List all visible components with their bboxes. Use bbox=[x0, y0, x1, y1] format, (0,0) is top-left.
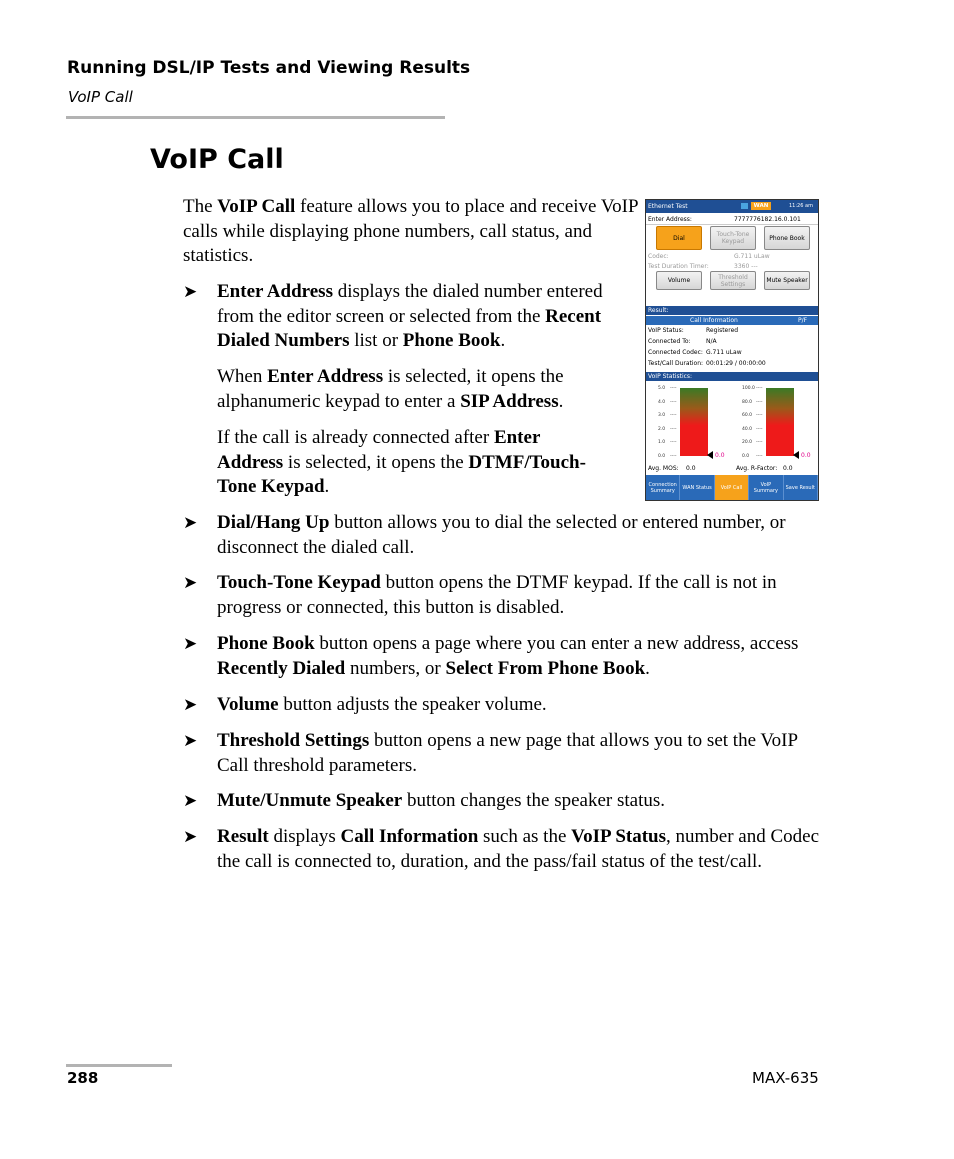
avg-rfactor-label: Avg. R-Factor: bbox=[736, 465, 778, 472]
device-screenshot bbox=[645, 199, 819, 501]
gauge-tick-label: 0.0 bbox=[742, 453, 750, 459]
nav-tab[interactable]: WAN Status bbox=[680, 475, 714, 500]
volume-button[interactable]: Volume bbox=[656, 271, 702, 290]
result-bar bbox=[646, 306, 818, 315]
bullet-arrow-icon: ➤ bbox=[183, 695, 198, 714]
nav-tab[interactable]: Save Result bbox=[784, 475, 818, 500]
bullet-arrow-icon: ➤ bbox=[183, 513, 198, 532]
device-title-bar bbox=[646, 200, 818, 213]
bullet-arrow-icon: ➤ bbox=[183, 827, 198, 846]
gauge-tick-mark: ---- bbox=[756, 399, 763, 405]
device-bottom-nav bbox=[646, 475, 818, 500]
dial-button[interactable]: Dial bbox=[656, 226, 702, 250]
phone-book-button[interactable]: Phone Book bbox=[764, 226, 810, 250]
running-header-title: Running DSL/IP Tests and Viewing Results bbox=[67, 58, 471, 78]
pf-header: P/F bbox=[798, 317, 808, 324]
nav-tab[interactable]: VoIP Call bbox=[715, 475, 749, 500]
gauge-tick-mark: ---- bbox=[756, 426, 763, 432]
gauge-tick-mark: ---- bbox=[670, 440, 677, 445]
bullet-arrow-icon: ➤ bbox=[183, 282, 198, 301]
gauge-tick-label: 0.0 bbox=[658, 453, 666, 459]
bullet-phone-book: ➤ Phone Book button opens a page where you can enter a new address, access Recently Dialed numbers, or Select From Phone Book. bbox=[183, 633, 799, 679]
rfactor-gauge bbox=[766, 388, 794, 456]
avg-mos-label: Avg. MOS: bbox=[648, 465, 679, 472]
call-info-row-label: Connected To: bbox=[648, 338, 691, 345]
gauge-tick-label: 20.0 bbox=[742, 440, 753, 445]
voip-statistics-label: VoIP Statistics: bbox=[648, 373, 693, 380]
gauge-tick-label: 60.0 bbox=[742, 413, 753, 418]
gauge-tick-mark: ---- bbox=[670, 453, 677, 459]
gauge-tick-label: 80.0 bbox=[742, 399, 753, 405]
gauge-tick-mark: ---- bbox=[670, 399, 677, 405]
call-info-row-value: Registered bbox=[706, 327, 739, 334]
enter-address-value[interactable]: 7777776182.16.0.101 bbox=[734, 216, 801, 223]
codec-value: G.711 uLaw bbox=[734, 253, 770, 260]
if-paragraph: If the call is already connected after Enter Address is selected, it opens the DTMF/Touch-Tone Keypad. bbox=[217, 427, 586, 497]
gauge-tick-label: 1.0 bbox=[658, 440, 666, 445]
mos-gauge bbox=[680, 388, 708, 456]
bullet-arrow-icon: ➤ bbox=[183, 731, 198, 750]
bullet-volume: ➤ Volume button adjusts the speaker volume. bbox=[183, 693, 823, 718]
nav-tab[interactable]: Connection Summary bbox=[646, 475, 680, 500]
bullet-arrow-icon: ➤ bbox=[183, 791, 198, 810]
divider bbox=[646, 224, 818, 225]
product-name: MAX-635 bbox=[752, 1069, 819, 1087]
duration-timer-value: 3360 --- bbox=[734, 263, 758, 270]
footer-rule bbox=[66, 1064, 172, 1067]
touch-tone-keypad-button[interactable]: Touch-Tone Keypad bbox=[710, 226, 756, 250]
bullet-dial: ➤ Dial/Hang Up button allows you to dial the selected or entered number, or disconnect the dialed call. bbox=[183, 512, 786, 558]
gauge-tick-mark: ---- bbox=[670, 386, 677, 391]
nav-tab[interactable]: VoIP Summary bbox=[749, 475, 783, 500]
avg-rfactor-value: 0.0 bbox=[783, 465, 793, 472]
gauge-tick-mark: ---- bbox=[756, 453, 763, 459]
call-info-row-value: 00:01:29 / 00:00:00 bbox=[706, 360, 766, 367]
gauge-tick-mark: ---- bbox=[756, 386, 763, 391]
result-label: Result: bbox=[648, 307, 669, 314]
gauge-tick-mark: ---- bbox=[670, 413, 677, 418]
call-info-row-label: VoIP Status: bbox=[648, 327, 684, 334]
device-clock: 11:26 am bbox=[789, 203, 813, 209]
bullet-mute: ➤ Mute/Unmute Speaker button changes the speaker status. bbox=[183, 789, 823, 814]
gauge-tick-label: 100.0 bbox=[742, 386, 755, 391]
gauge-tick-label: 4.0 bbox=[658, 399, 666, 405]
rfactor-gauge-value: 0.0 bbox=[801, 452, 811, 459]
device-title: Ethernet Test bbox=[648, 203, 688, 210]
bullet-arrow-icon: ➤ bbox=[183, 573, 198, 592]
threshold-settings-button[interactable]: Threshold Settings bbox=[710, 271, 756, 290]
rfactor-pointer-icon bbox=[793, 451, 799, 459]
intro-paragraph: The VoIP Call feature allows you to place and receive VoIP calls while displaying phone numbers, call status, and statistics. bbox=[183, 196, 638, 266]
call-info-title: Call Information bbox=[690, 317, 738, 324]
gauge-tick-label: 3.0 bbox=[658, 413, 666, 418]
duration-timer-label: Test Duration Timer: bbox=[648, 263, 709, 270]
header-rule bbox=[66, 116, 445, 119]
gauge-tick-label: 2.0 bbox=[658, 426, 666, 432]
network-icon bbox=[741, 203, 748, 209]
call-info-row-label: Connected Codec: bbox=[648, 349, 703, 356]
codec-label: Codec: bbox=[648, 253, 669, 260]
mute-speaker-button[interactable]: Mute Speaker bbox=[764, 271, 810, 290]
mos-gauge-value: 0.0 bbox=[715, 452, 725, 459]
page-number: 288 bbox=[67, 1069, 99, 1087]
call-info-row-value: N/A bbox=[706, 338, 717, 345]
gauge-tick-label: 5.0 bbox=[658, 386, 666, 391]
bullet-threshold: ➤ Threshold Settings button opens a new page that allows you to set the VoIP Call threshold parameters. bbox=[183, 730, 798, 776]
when-paragraph: When Enter Address is selected, it opens the alphanumeric keypad to enter a SIP Address. bbox=[217, 366, 564, 412]
gauge-tick-mark: ---- bbox=[670, 426, 677, 432]
running-header-subtitle: VoIP Call bbox=[68, 88, 133, 106]
gauge-tick-label: 40.0 bbox=[742, 426, 753, 432]
call-info-row-value: G.711 uLaw bbox=[706, 349, 742, 356]
call-info-header bbox=[646, 316, 818, 325]
mos-pointer-icon bbox=[707, 451, 713, 459]
bullet-arrow-icon: ➤ bbox=[183, 634, 198, 653]
bullet-result: ➤ Result displays Call Information such as the VoIP Status, number and Codec the call is connected to, duration, and the pass/fail status of the test/call. bbox=[183, 826, 820, 872]
enter-address-label: Enter Address: bbox=[648, 216, 692, 223]
bullet-touch-tone: ➤ Touch-Tone Keypad button opens the DTMF keypad. If the call is not in progress or connected, this button is disabled. bbox=[183, 572, 777, 618]
page-title: VoIP Call bbox=[150, 144, 284, 175]
voip-statistics-bar bbox=[646, 372, 818, 381]
wan-badge: WAN bbox=[751, 202, 771, 210]
avg-mos-value: 0.0 bbox=[686, 465, 696, 472]
gauge-tick-mark: ---- bbox=[756, 440, 763, 445]
bullet-enter-address: ➤ Enter Address displays the dialed number entered from the editor screen or selected from the Recent Dialed Numbers list or Phone Book. bbox=[183, 281, 603, 351]
call-info-row-label: Test/Call Duration: bbox=[648, 360, 704, 367]
gauge-tick-mark: ---- bbox=[756, 413, 763, 418]
